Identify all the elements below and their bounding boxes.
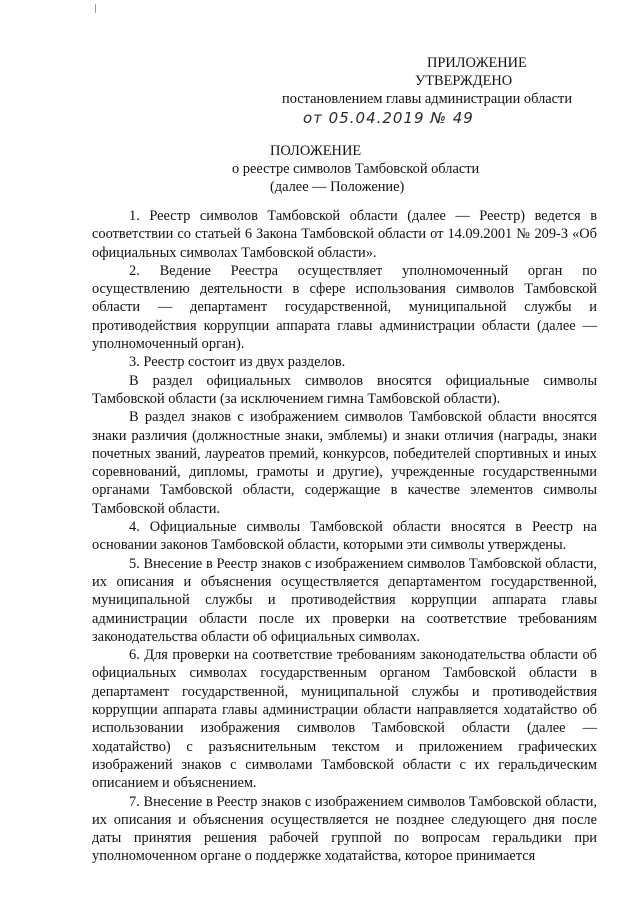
approval-block (270, 54, 600, 127)
appendix-label: ПРИЛОЖЕНИЕ (427, 55, 527, 71)
paragraph-4: 4. Официальные символы Тамбовской области вносятся в Реестр на основании законов Тамбовской области, которыми эти символы утверждены. (92, 519, 597, 554)
scan-mark (95, 4, 96, 13)
paragraph-6: 6. Для проверки на соответствие требованиям законодательства области об официальных символах государственным органом Тамбовской области в департамент государственной, муниципальной службы и противодействия коррупции аппарата главы администрации области направляется ходатайство об использовании изображения символов Тамбовской области (далее — ходатайство) с разъяснительным текстом и приложением графических изображений знаков с символами Тамбовской области с их геральдическим описанием и объяснением. (92, 647, 597, 792)
paragraph-3: 3. Реестр состоит из двух разделов. (129, 354, 346, 371)
paragraph-3-official: В раздел официальных символов вносятся официальные символы Тамбовской области (за исключением гимна Тамбовской области). (92, 372, 597, 407)
document-note: (далее — Положение) (270, 179, 405, 195)
paragraph-3-signs: В раздел знаков с изображением символов Тамбовской области вносятся знаки различия (должностные знаки, эмблемы) и знаки отличия (награды, знаки почетных званий, лауреатов премий, конкурсов, победителей спортивных и иных соревнований, дипломы, грамоты и другие), учрежденные государственными органами Тамбовской области, содержащие в качестве элементов символы Тамбовской области. (92, 409, 597, 517)
document-body (92, 207, 597, 866)
handwritten-date-number: от 05.04.2019 № 49 (303, 109, 474, 127)
approved-label: УТВЕРЖДЕНО (415, 73, 513, 89)
paragraph-1: 1. Реестр символов Тамбовской области (далее — Реестр) ведется в соответствии со статьей 6 Закона Тамбовской области от 14.09.2001 № 209-З «Об официальных символах Тамбовской области». (92, 208, 597, 261)
document-heading (232, 142, 480, 196)
paragraph-5: 5. Внесение в Реестр знаков с изображением символов Тамбовской области, их описания и объяснения осуществляется департаментом государственной, муниципальной службы и противодействия коррупции аппарата главы администрации области после их проверки на соответствие требованиям законодательства области об официальных символах. (92, 555, 597, 645)
decree-label: постановлением главы администрации области (282, 91, 573, 107)
paragraph-7: 7. Внесение в Реестр знаков с изображением символов Тамбовской области, их описания и объяснения осуществляется не позднее следующего дня после даты принятия решения рабочей группой по вопросам геральдики при уполномоченном органе о поддержке ходатайства, которое принимается (92, 793, 597, 865)
paragraph-2: 2. Ведение Реестра осуществляет уполномоченный орган по осуществлению деятельности в сфере использования символов Тамбовской области — департамент государственной, муниципальной службы и противодействия коррупции аппарата главы администрации области (далее — уполномоченный орган). (92, 262, 597, 353)
document-subtitle: о реестре символов Тамбовской области (232, 161, 480, 177)
document-title: ПОЛОЖЕНИЕ (270, 143, 362, 159)
